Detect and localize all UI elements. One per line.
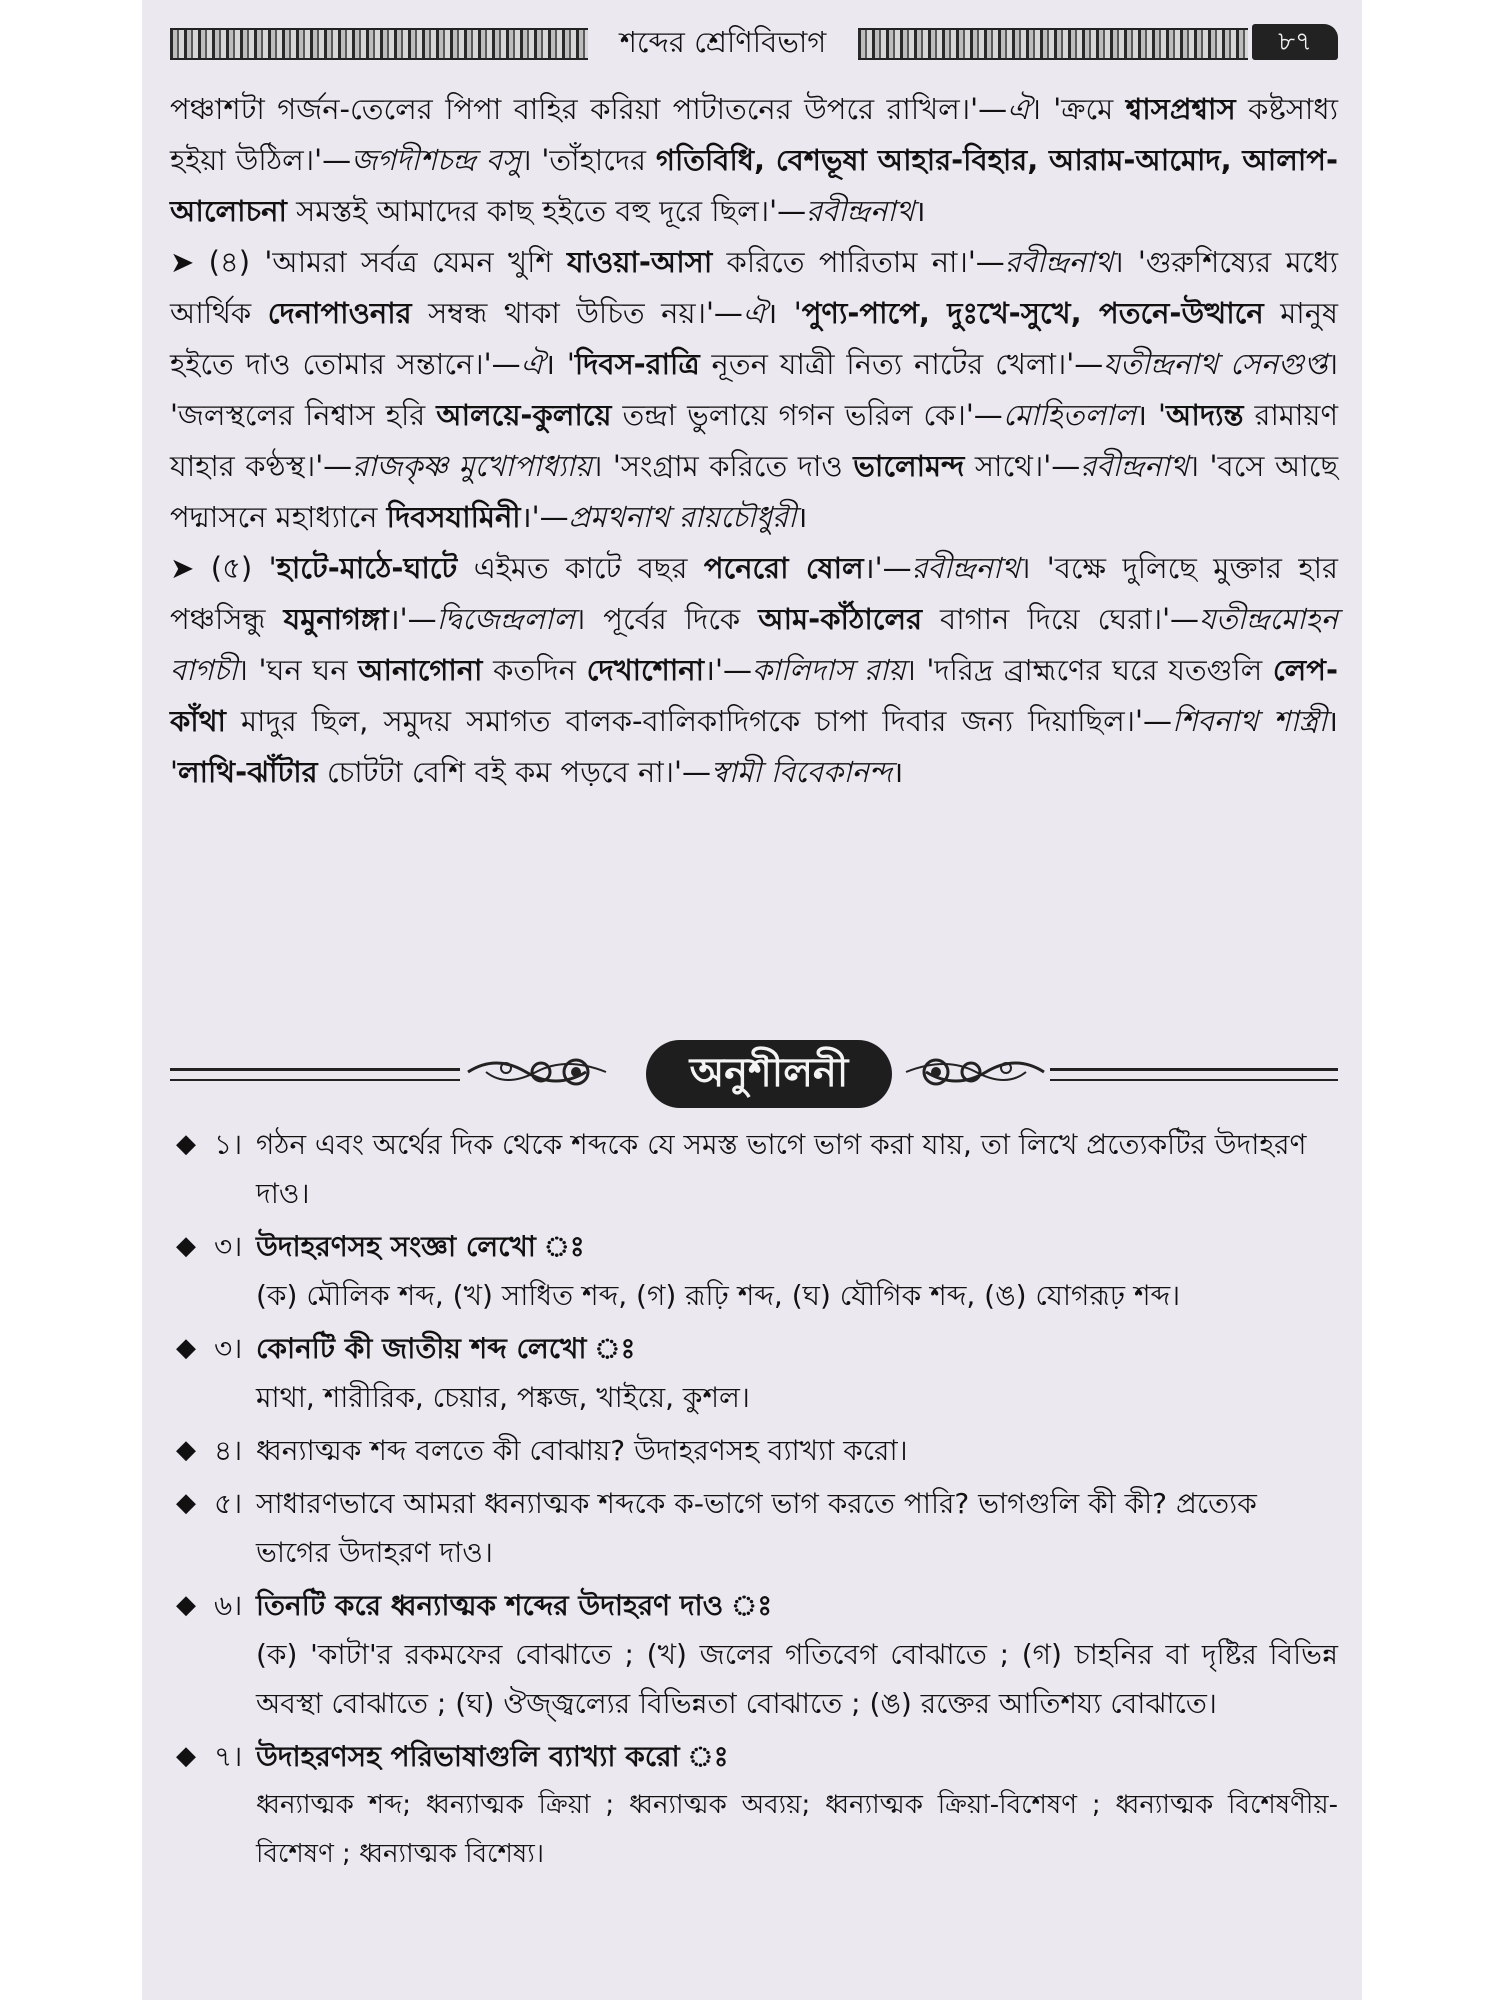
text-run: সমস্তই আমাদের কাছ হইতে বহু দূরে ছিল।'—	[286, 194, 807, 228]
author-name: ঐ	[520, 347, 544, 381]
author-name: মোহিতলাল	[1002, 398, 1137, 432]
example-word: লাথি-ঝাঁটার	[177, 755, 318, 789]
divider-rule-right	[1050, 1068, 1338, 1081]
author-name: রাজকৃষ্ণ মুখোপাধ্যায়	[352, 449, 592, 483]
text-run: । 'তাঁহাদের	[521, 143, 656, 177]
section-divider	[170, 1040, 1338, 1110]
text-run: মানুষ হইতে দাও তোমার সন্তানে।'—	[170, 296, 1339, 381]
author-name: শিবনাথ শাস্ত্রী	[1172, 704, 1327, 738]
example-word: দিবস-রাত্রি	[574, 347, 700, 381]
exercise-number: ৫।	[214, 1487, 243, 1520]
author-name: ঐ	[742, 296, 767, 330]
author-name: প্রমথনাথ রায়চৌধুরী	[568, 500, 797, 534]
author-name: রবীন্দ্রনাথ	[911, 551, 1020, 585]
author-name: কালিদাস রায়	[751, 653, 906, 687]
author-name: রবীন্দ্রনাথ	[1004, 245, 1114, 279]
text-run: করিতে পারিতাম না।'—	[712, 245, 1005, 279]
floral-ornament-right-icon	[896, 1050, 1046, 1094]
text-run: । 'ক্রমে	[1030, 92, 1126, 126]
example-word: ভালোমন্দ	[853, 449, 965, 483]
diamond-bullet-icon: ◆	[176, 1435, 196, 1465]
exercise-detail: (ক) মৌলিক শব্দ, (খ) সাধিত শব্দ, (গ) রূঢ়ি শব্দ, (ঘ) যৌগিক শব্দ, (ঙ) যোগরূঢ় শব্দ।	[256, 1279, 1181, 1312]
floral-ornament-left-icon	[466, 1050, 616, 1094]
exercise-heading: অনুশীলনী	[646, 1040, 892, 1108]
book-page	[142, 0, 1362, 2000]
text-run: ।'—	[863, 551, 912, 585]
example-word: হাটে-মাঠে-ঘাটে	[276, 551, 458, 585]
author-name: রবীন্দ্রনাথ	[806, 194, 915, 228]
exercise-list	[170, 1120, 1338, 1883]
example-word: আনাগোনা	[358, 653, 483, 687]
author-name: রবীন্দ্রনাথ	[1080, 449, 1189, 483]
paragraph	[170, 543, 1338, 798]
text-run: । 'বক্ষে দুলিছে মুক্তার হার পঞ্চসিন্ধু	[170, 551, 1338, 636]
example-word: পনেরো ষোল	[703, 551, 864, 585]
author-name: যতীন্দ্রমোহন বাগচী	[170, 602, 1338, 687]
exercise-number: ৭।	[214, 1740, 243, 1773]
exercise-item	[170, 1732, 1338, 1879]
example-word: আলয়ে-কুলায়ে	[436, 398, 612, 432]
divider-rule-left	[170, 1068, 460, 1081]
diamond-bullet-icon: ◆	[176, 1231, 196, 1261]
text-run: পঞ্চাশটা গর্জন-তেলের পিপা বাহির করিয়া পাটাতনের উপরে রাখিল।'—	[170, 92, 1008, 126]
text-run: সম্বন্ধ থাকা উচিত নয়।'—	[411, 296, 743, 330]
text-run: । '	[170, 704, 1338, 789]
diamond-bullet-icon: ◆	[176, 1129, 196, 1159]
text-run: এইমত কাটে বছর	[457, 551, 704, 585]
running-header	[170, 22, 1338, 62]
exercise-question: উদাহরণসহ পরিভাষাগুলি ব্যাখ্যা করো ঃ	[256, 1740, 729, 1773]
text-run: কষ্টসাধ্য হইয়া উঠিল।'—	[170, 92, 1338, 177]
diamond-bullet-icon: ◆	[176, 1590, 196, 1620]
text-run: । '	[543, 347, 575, 381]
example-word: দেখাশোনা	[586, 653, 704, 687]
example-word: শ্বাসপ্রশ্বাস	[1125, 92, 1236, 126]
text-run: চোটটা বেশি বই কম পড়বে না।'—	[317, 755, 712, 789]
exercise-detail: ধ্বন্যাত্মক শব্দ; ধ্বন্যাত্মক ক্রিয়া ; ধ্বন্যাত্মক অব্যয়; ধ্বন্যাত্মক ক্রিয়া-বিশেষণ ; ধ্বন্যাত্মক বিশেষণীয়-বিশেষণ ; ধ্বন্যাত্মক বিশেষ্য।	[256, 1790, 1338, 1869]
text-run: । 'গুরুশিষ্যের মধ্যে আর্থিক	[170, 245, 1338, 330]
exercise-item	[170, 1120, 1338, 1218]
text-run: সাথে।'—	[964, 449, 1081, 483]
text-run: । '	[1136, 398, 1167, 432]
example-word: আদ্যন্ত	[1166, 398, 1244, 432]
text-run: । 'বসে আছে পদ্মাসনে মহাধ্যানে	[170, 449, 1339, 534]
exercise-number: ১।	[214, 1128, 243, 1161]
text-run: কতদিন	[482, 653, 587, 687]
text-run: । 'দরিদ্র ব্রাহ্মণের ঘরে যতগুলি	[905, 653, 1273, 687]
arrow-icon: ➤	[170, 245, 195, 279]
text-run: রামায়ণ যাহার কণ্ঠস্থ।'—	[170, 398, 1339, 483]
exercise-question: উদাহরণসহ সংজ্ঞা লেখো ঃ	[256, 1230, 585, 1263]
header-ornament-right	[858, 28, 1248, 60]
text-run: । 'সংগ্রাম করিতে দাও	[591, 449, 854, 483]
exercise-item	[170, 1324, 1338, 1422]
diamond-bullet-icon: ◆	[176, 1741, 196, 1771]
example-word: গতিবিধি, বেশভূষা আহার-বিহার, আরাম-আমোদ, আলাপ-আলোচনা	[170, 143, 1338, 228]
example-word: পুণ্য-পাপে, দুঃখে-সুখে, পতনে-উত্থানে	[801, 296, 1264, 330]
exercise-number: ৪।	[214, 1434, 243, 1467]
example-word: আম-কাঁঠালের	[758, 602, 923, 636]
author-name: দ্বিজেন্দ্রলাল	[436, 602, 575, 636]
author-name: স্বামী বিবেকানন্দ	[711, 755, 893, 789]
body-text	[170, 84, 1338, 798]
text-run: ।	[796, 500, 808, 534]
text-run: । 'ঘন ঘন	[237, 653, 359, 687]
exercise-item	[170, 1426, 1338, 1475]
text-run: । পূর্বের দিকে	[574, 602, 759, 636]
exercise-number: ৩।	[214, 1230, 243, 1263]
text-run: বাগান দিয়ে ঘেরা।'—	[922, 602, 1200, 636]
text-run: তন্দ্রা ভুলায়ে গগন ভরিল কে।'—	[611, 398, 1003, 432]
text-run: ।	[914, 194, 926, 228]
example-word: যমুনাগঙ্গা	[283, 602, 389, 636]
text-run: ।'—	[388, 602, 437, 636]
exercise-number: ৬।	[214, 1589, 243, 1622]
page-number: ৮৭	[1252, 24, 1338, 60]
exercise-question: গঠন এবং অর্থের দিক থেকে শব্দকে যে সমস্ত ভাগে ভাগ করা যায়, তা লিখে প্রত্যেকটির উদাহরণ দাও।	[256, 1128, 1307, 1210]
author-name: যতীন্দ্রনাথ সেনগুপ্ত	[1103, 347, 1328, 381]
text-run: (৫) '	[194, 551, 277, 585]
example-word: লেপ-কাঁথা	[170, 653, 1339, 738]
exercise-number: ৩।	[214, 1332, 243, 1365]
paragraph	[170, 237, 1338, 543]
header-ornament-left	[170, 28, 588, 60]
exercise-question: সাধারণভাবে আমরা ধ্বন্যাত্মক শব্দকে ক-ভাগে ভাগ করতে পারি? ভাগগুলি কী কী? প্রত্যেক ভাগের উদাহরণ দাও।	[256, 1487, 1257, 1569]
text-run: ।'—	[520, 500, 569, 534]
exercise-item	[170, 1222, 1338, 1320]
example-word: দেনাপাওনার	[267, 296, 412, 330]
paragraph	[170, 84, 1338, 237]
text-run: নূতন যাত্রী নিত্য নাটের খেলা।'—	[699, 347, 1104, 381]
example-word: যাওয়া-আসা	[566, 245, 713, 279]
example-word: দিবসযামিনী	[386, 500, 521, 534]
exercise-detail: (ক) 'কাটা'র রকমফের বোঝাতে ; (খ) জলের গতিবেগ বোঝাতে ; (গ) চাহনির বা দৃষ্টির বিভিন্ন অবস্থা বোঝাতে ; (ঘ) ঔজ্জ্বল্যের বিভিন্নতা বোঝাতে ; (ঙ) রক্তের আতিশয্য বোঝাতে।	[256, 1638, 1338, 1720]
exercise-item	[170, 1479, 1338, 1577]
text-run: । '	[766, 296, 802, 330]
text-run: (৪) 'আমরা সর্বত্র যেমন খুশি	[194, 245, 567, 279]
text-run: মাদুর ছিল, সমুদয় সমাগত বালক-বালিকাদিগকে চাপা দিবার জন্য দিয়াছিল।'—	[225, 704, 1173, 738]
text-run: ।	[892, 755, 904, 789]
diamond-bullet-icon: ◆	[176, 1488, 196, 1518]
exercise-question: ধ্বন্যাত্মক শব্দ বলতে কী বোঝায়? উদাহরণসহ ব্যাখ্যা করো।	[256, 1434, 908, 1467]
text-run: ।'—	[703, 653, 752, 687]
author-name: ঐ	[1007, 92, 1031, 126]
exercise-question: কোনটি কী জাতীয় শব্দ লেখো ঃ	[256, 1332, 636, 1365]
exercise-detail: মাথা, শারীরিক, চেয়ার, পঙ্কজ, খাইয়ে, কুশল।	[256, 1381, 750, 1414]
text-run: । 'জলস্থলের নিশ্বাস হরি	[170, 347, 1339, 432]
diamond-bullet-icon: ◆	[176, 1333, 196, 1363]
exercise-item	[170, 1581, 1338, 1728]
exercise-question: তিনটি করে ধ্বন্যাত্মক শব্দের উদাহরণ দাও ঃ	[256, 1589, 773, 1622]
arrow-icon: ➤	[170, 551, 195, 585]
chapter-title: শব্দের শ্রেণিবিভাগ	[619, 25, 827, 59]
author-name: জগদীশচন্দ্র বসু	[351, 143, 522, 177]
